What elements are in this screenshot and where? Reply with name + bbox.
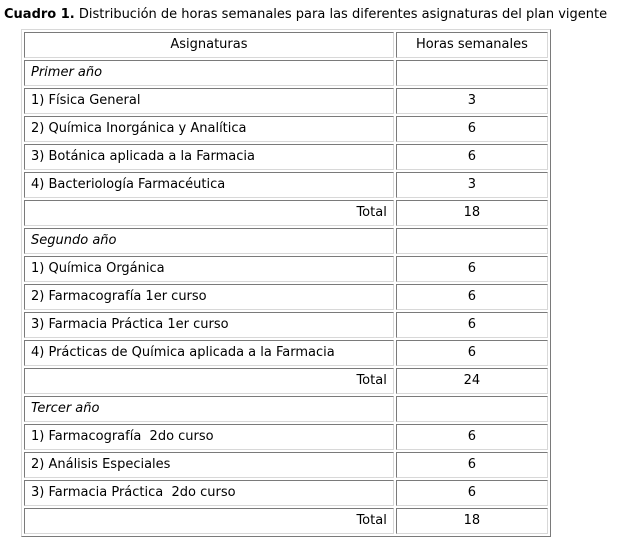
total-value: 18: [396, 200, 548, 226]
year-row-first: [24, 60, 548, 86]
table-row: [24, 480, 548, 506]
year-title: Tercer año: [24, 396, 394, 422]
table-row: [24, 284, 548, 310]
subject-cell: 2) Farmacografía 1er curso: [24, 284, 394, 310]
empty-cell: [396, 228, 548, 254]
table-row: [24, 452, 548, 478]
table-row: [24, 116, 548, 142]
subject-cell: 3) Botánica aplicada a la Farmacia: [24, 144, 394, 170]
total-value: 18: [396, 508, 548, 534]
subject-cell: 1) Farmacografía 2do curso: [24, 424, 394, 450]
subject-cell: 1) Química Orgánica: [24, 256, 394, 282]
hours-cell: 3: [396, 88, 548, 114]
table-row: [24, 172, 548, 198]
year-row-third: [24, 396, 548, 422]
total-label: Total: [24, 368, 394, 394]
hours-cell: 6: [396, 312, 548, 338]
subject-cell: 4) Prácticas de Química aplicada a la Farmacia: [24, 340, 394, 366]
total-label: Total: [24, 508, 394, 534]
hours-cell: 6: [396, 256, 548, 282]
hours-cell: 6: [396, 452, 548, 478]
hours-cell: 6: [396, 340, 548, 366]
caption-label: Cuadro 1.: [4, 7, 75, 22]
total-value: 24: [396, 368, 548, 394]
subject-cell: 2) Análisis Especiales: [24, 452, 394, 478]
hours-cell: 6: [396, 424, 548, 450]
hours-table-body: [24, 32, 548, 534]
hours-cell: 6: [396, 480, 548, 506]
table-row: [24, 256, 548, 282]
subject-cell: 3) Farmacia Práctica 2do curso: [24, 480, 394, 506]
subject-cell: 1) Física General: [24, 88, 394, 114]
table-caption: [4, 7, 630, 23]
hours-cell: 3: [396, 172, 548, 198]
subject-cell: 3) Farmacia Práctica 1er curso: [24, 312, 394, 338]
hours-table: [21, 29, 551, 537]
hours-cell: 6: [396, 144, 548, 170]
empty-cell: [396, 60, 548, 86]
total-row: [24, 368, 548, 394]
year-title: Primer año: [24, 60, 394, 86]
table-row: [24, 340, 548, 366]
subject-cell: 4) Bacteriología Farmacéutica: [24, 172, 394, 198]
header-hours: Horas semanales: [396, 32, 548, 58]
header-row: [24, 32, 548, 58]
subject-cell: 2) Química Inorgánica y Analítica: [24, 116, 394, 142]
hours-cell: 6: [396, 116, 548, 142]
hours-cell: 6: [396, 284, 548, 310]
total-row: [24, 508, 548, 534]
total-row: [24, 200, 548, 226]
header-subjects: Asignaturas: [24, 32, 394, 58]
year-row-second: [24, 228, 548, 254]
table-row: [24, 312, 548, 338]
table-row: [24, 144, 548, 170]
table-row: [24, 88, 548, 114]
year-title: Segundo año: [24, 228, 394, 254]
caption-text: Distribución de horas semanales para las diferentes asignaturas del plan vigente: [74, 7, 608, 22]
table-row: [24, 424, 548, 450]
total-label: Total: [24, 200, 394, 226]
empty-cell: [396, 396, 548, 422]
